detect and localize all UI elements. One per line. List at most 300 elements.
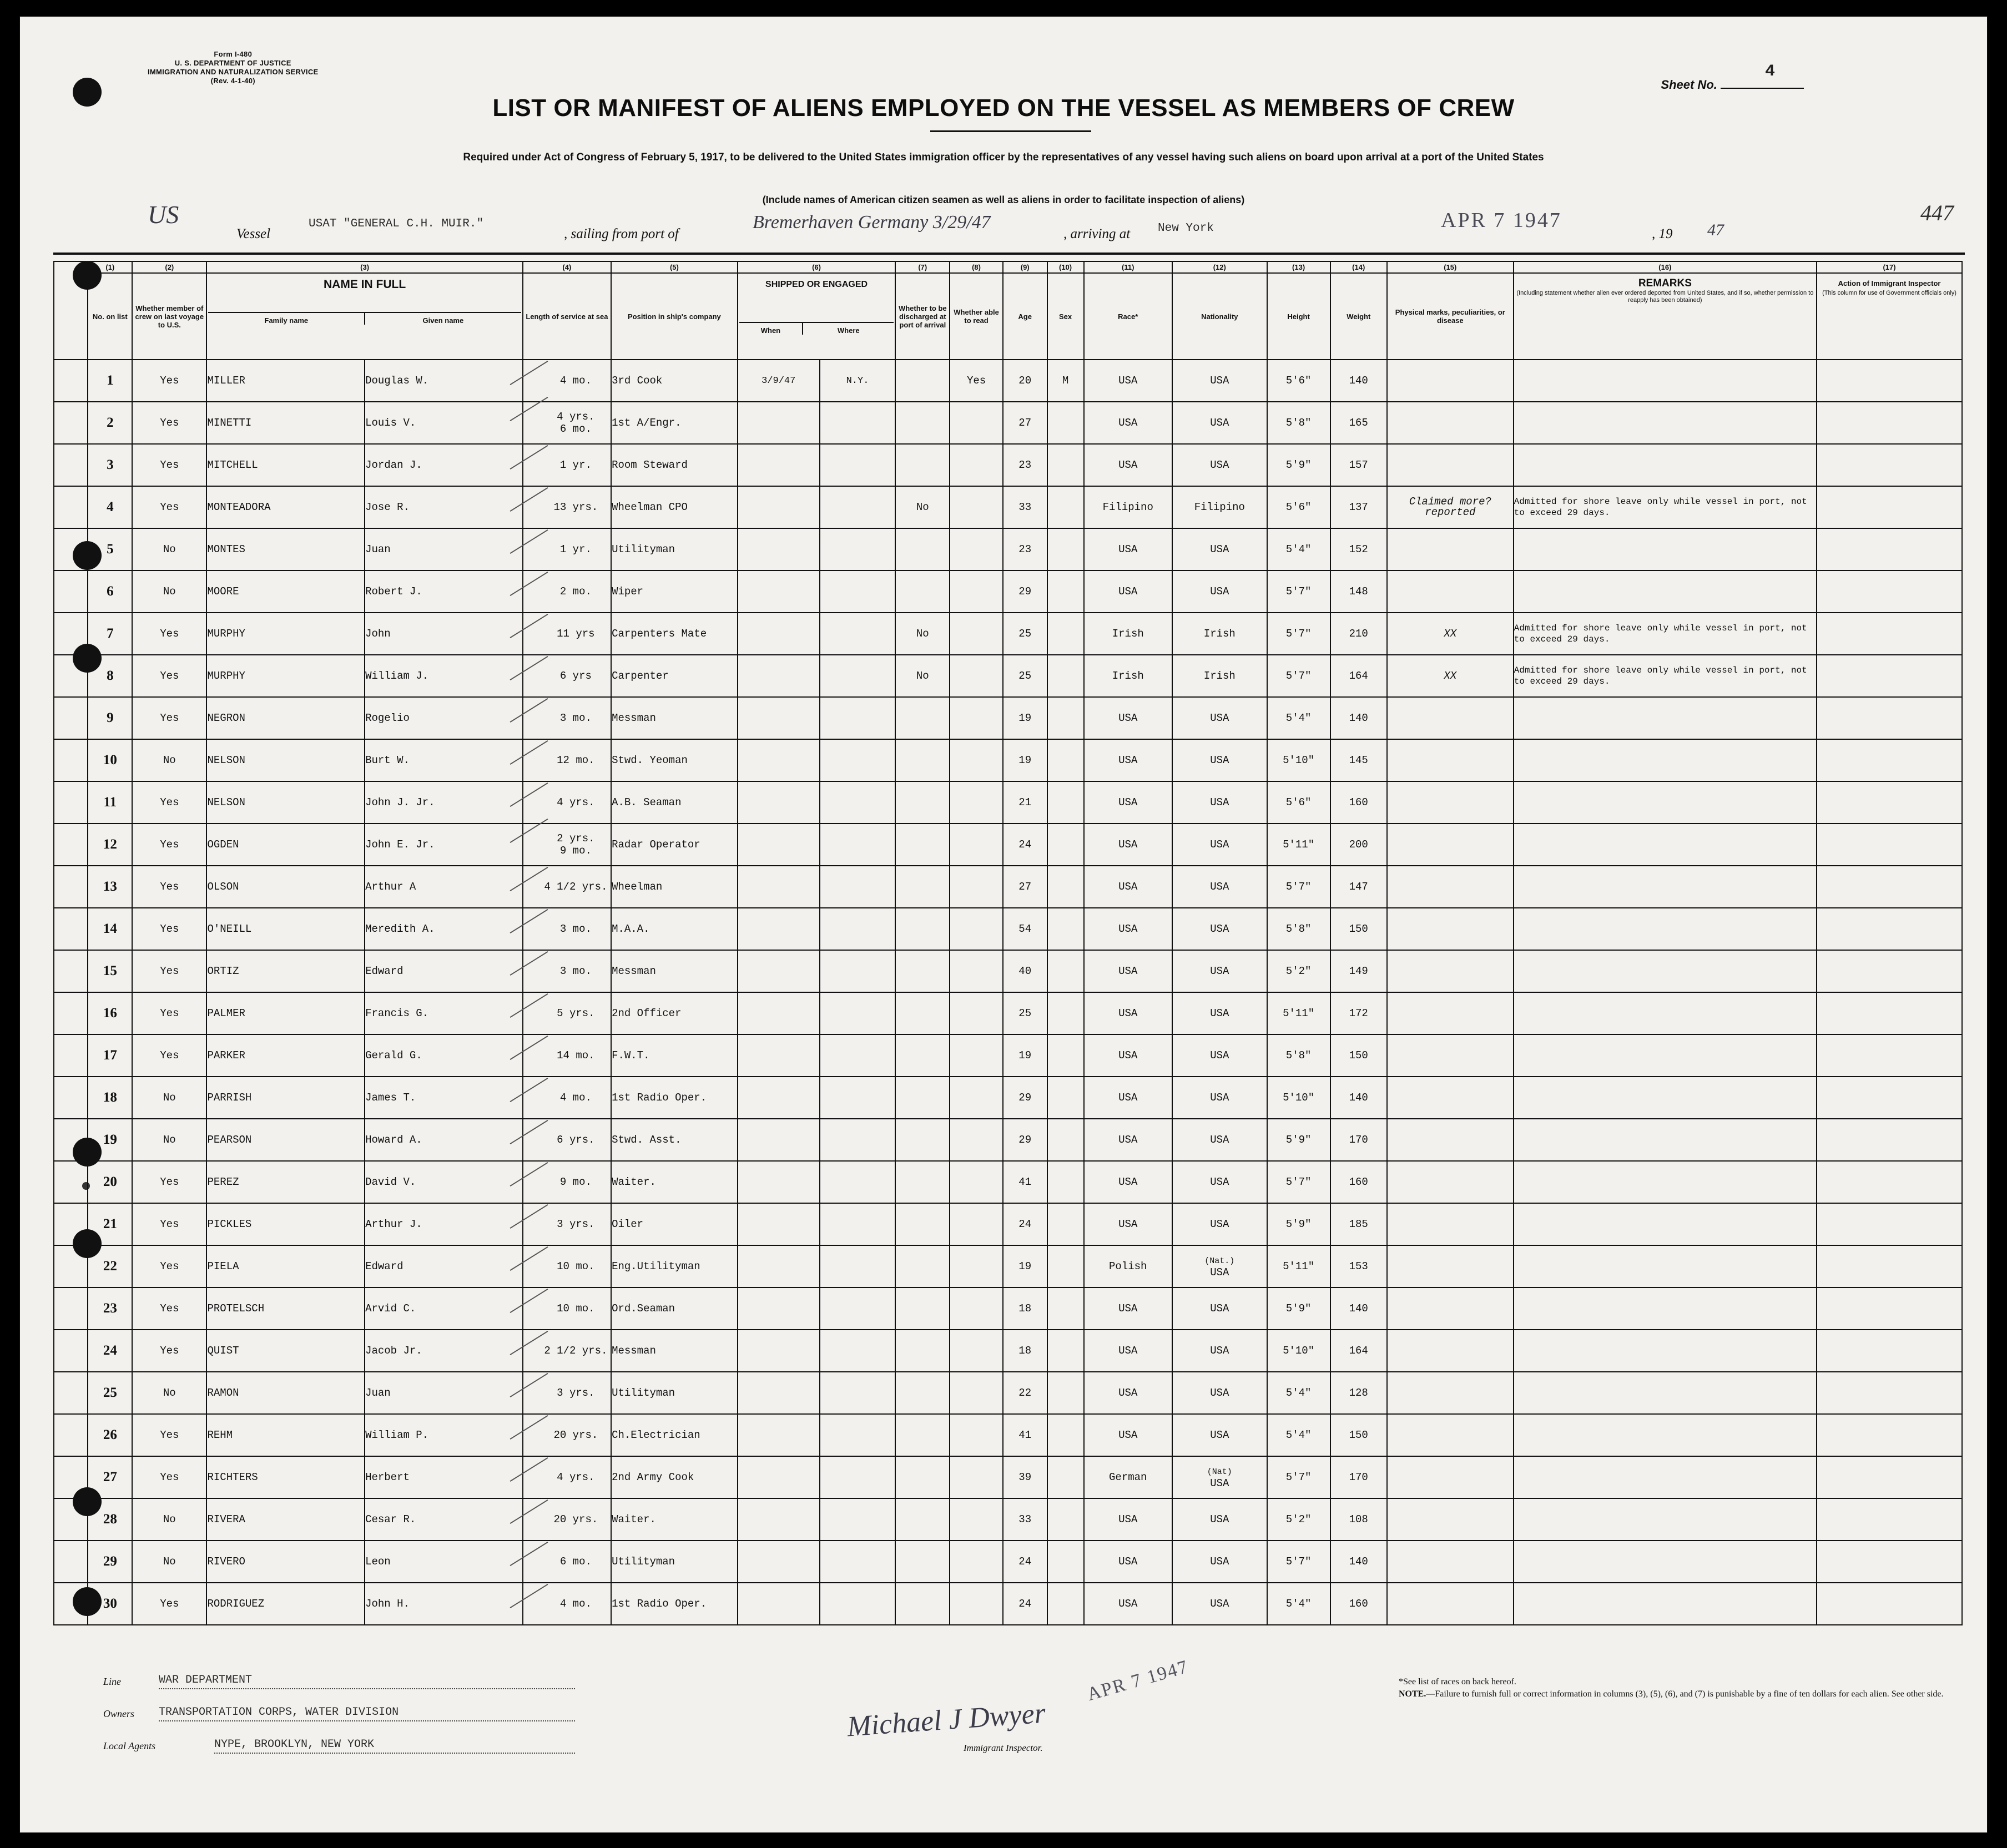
cell-family: QUIST bbox=[206, 1330, 365, 1372]
cell-inspector-action bbox=[1817, 1077, 1962, 1119]
cell-row-number: 13 bbox=[88, 866, 132, 908]
cell-position: F.W.T. bbox=[611, 1034, 738, 1077]
col-head-race: Race* bbox=[1084, 273, 1172, 360]
cell-row-number: 14 bbox=[88, 908, 132, 950]
cell-when bbox=[738, 655, 820, 697]
cell-nat: USA bbox=[1172, 1287, 1267, 1330]
cell-when bbox=[738, 444, 820, 486]
cell-read bbox=[950, 908, 1003, 950]
cell-weight: 157 bbox=[1330, 444, 1387, 486]
cell-inspector-action bbox=[1817, 1541, 1962, 1583]
cell-crew: Yes bbox=[132, 1287, 206, 1330]
table-row[interactable] bbox=[54, 697, 1962, 739]
cell-family: OGDEN bbox=[206, 824, 365, 866]
cell-age: 22 bbox=[1003, 1372, 1047, 1414]
inspector-signature-label: Immigrant Inspector. bbox=[964, 1743, 1043, 1753]
cell-weight: 149 bbox=[1330, 950, 1387, 992]
row-spacer bbox=[54, 992, 88, 1034]
col-head-position: Position in ship's company bbox=[611, 273, 738, 360]
row-spacer bbox=[54, 1077, 88, 1119]
cell-sex bbox=[1047, 1245, 1084, 1287]
col-num-12: (12) bbox=[1172, 261, 1267, 273]
cell-read bbox=[950, 950, 1003, 992]
col-head-discharged: Whether to be discharged at port of arrival bbox=[895, 273, 950, 360]
cell-family: RIVERA bbox=[206, 1498, 365, 1541]
cell-race: USA bbox=[1084, 570, 1172, 613]
cell-given: Juan bbox=[365, 1372, 523, 1414]
cell-where bbox=[820, 486, 896, 528]
cell-position: Waiter. bbox=[611, 1498, 738, 1541]
cell-height: 5'7" bbox=[1267, 1161, 1330, 1203]
vessel-label: Vessel bbox=[236, 226, 271, 241]
cell-inspector-action bbox=[1817, 570, 1962, 613]
cell-sex bbox=[1047, 1456, 1084, 1498]
cell-family: RAMON bbox=[206, 1372, 365, 1414]
cell-marks: XX bbox=[1387, 613, 1514, 655]
cell-where bbox=[820, 528, 896, 570]
col-num-8: (8) bbox=[950, 261, 1003, 273]
cell-marks bbox=[1387, 1119, 1514, 1161]
row-spacer bbox=[54, 1034, 88, 1077]
note-text: —Failure to furnish full or correct information in columns (3), (5), (6), and (7) is punishable by a fine of ten dollars for each alien. See other side. bbox=[1426, 1689, 1944, 1699]
cell-crew: No bbox=[132, 1077, 206, 1119]
cell-height: 5'2" bbox=[1267, 1498, 1330, 1541]
cell-weight: 145 bbox=[1330, 739, 1387, 781]
cell-when bbox=[738, 1498, 820, 1541]
cell-row-number: 25 bbox=[88, 1372, 132, 1414]
cell-disch bbox=[895, 1245, 950, 1287]
cell-read bbox=[950, 992, 1003, 1034]
cell-given: James T. bbox=[365, 1077, 523, 1119]
cell-family: MOORE bbox=[206, 570, 365, 613]
cell-service: 9 mo. bbox=[523, 1161, 611, 1203]
table-row[interactable] bbox=[54, 908, 1962, 950]
col-head-weight: Weight bbox=[1330, 273, 1387, 360]
date-label: , 19 bbox=[1652, 226, 1673, 241]
cell-nat: Filipino bbox=[1172, 486, 1267, 528]
row-spacer bbox=[54, 950, 88, 992]
cell-weight: 137 bbox=[1330, 486, 1387, 528]
cell-service: 20 yrs. bbox=[523, 1498, 611, 1541]
cell-read bbox=[950, 1583, 1003, 1625]
col-head-age: Age bbox=[1003, 273, 1047, 360]
col-num-10: (10) bbox=[1047, 261, 1084, 273]
cell-marks bbox=[1387, 908, 1514, 950]
row-spacer bbox=[54, 1414, 88, 1456]
col-num-1: (1) bbox=[88, 261, 132, 273]
cell-weight: 150 bbox=[1330, 1034, 1387, 1077]
cell-age: 27 bbox=[1003, 866, 1047, 908]
cell-crew: Yes bbox=[132, 613, 206, 655]
cell-read bbox=[950, 528, 1003, 570]
cell-read bbox=[950, 1119, 1003, 1161]
cell-age: 24 bbox=[1003, 1583, 1047, 1625]
cell-when bbox=[738, 1287, 820, 1330]
cell-disch: No bbox=[895, 486, 950, 528]
row-spacer bbox=[54, 1287, 88, 1330]
cell-race: German bbox=[1084, 1456, 1172, 1498]
cell-where bbox=[820, 1414, 896, 1456]
cell-disch bbox=[895, 402, 950, 444]
cell-height: 5'7" bbox=[1267, 613, 1330, 655]
cell-service: 5 yrs. bbox=[523, 992, 611, 1034]
cell-service: 13 yrs. bbox=[523, 486, 611, 528]
cell-race: USA bbox=[1084, 1583, 1172, 1625]
cell-when bbox=[738, 1077, 820, 1119]
include-names-text: (Include names of American citizen seamen as well as aliens in order to facilitate inspection of aliens) bbox=[762, 194, 1245, 205]
cell-read bbox=[950, 655, 1003, 697]
cell-where bbox=[820, 1287, 896, 1330]
cell-remarks bbox=[1514, 739, 1817, 781]
table-row[interactable] bbox=[54, 486, 1962, 528]
cell-row-number: 28 bbox=[88, 1498, 132, 1541]
cell-row-number: 29 bbox=[88, 1541, 132, 1583]
cell-height: 5'6" bbox=[1267, 486, 1330, 528]
cell-position: Wiper bbox=[611, 570, 738, 613]
cell-read bbox=[950, 1077, 1003, 1119]
table-row[interactable] bbox=[54, 739, 1962, 781]
table-row[interactable] bbox=[54, 866, 1962, 908]
table-row[interactable] bbox=[54, 360, 1962, 402]
table-row[interactable] bbox=[54, 1034, 1962, 1077]
cell-crew: No bbox=[132, 570, 206, 613]
cell-remarks bbox=[1514, 1583, 1817, 1625]
table-row[interactable] bbox=[54, 613, 1962, 655]
cell-nat: USA bbox=[1172, 739, 1267, 781]
table-row[interactable] bbox=[54, 444, 1962, 486]
table-row[interactable] bbox=[54, 824, 1962, 866]
cell-inspector-action bbox=[1817, 1245, 1962, 1287]
cell-crew: Yes bbox=[132, 360, 206, 402]
cell-weight: 108 bbox=[1330, 1498, 1387, 1541]
cell-family: PIELA bbox=[206, 1245, 365, 1287]
cell-family: MONTES bbox=[206, 528, 365, 570]
cell-when: 3/9/47 bbox=[738, 360, 820, 402]
cell-race: USA bbox=[1084, 1541, 1172, 1583]
col-num-16: (16) bbox=[1514, 261, 1817, 273]
cell-given: John J. Jr. bbox=[365, 781, 523, 824]
cell-height: 5'2" bbox=[1267, 950, 1330, 992]
table-row[interactable] bbox=[54, 1119, 1962, 1161]
cell-service: 4 mo. bbox=[523, 1077, 611, 1119]
cell-given: Louis V. bbox=[365, 402, 523, 444]
cell-read bbox=[950, 1372, 1003, 1414]
cell-marks bbox=[1387, 444, 1514, 486]
table-row[interactable] bbox=[54, 1161, 1962, 1203]
vessel-value: USAT "GENERAL C.H. MUIR." bbox=[309, 218, 484, 230]
cell-row-number: 9 bbox=[88, 697, 132, 739]
cell-sex bbox=[1047, 1414, 1084, 1456]
cell-height: 5'8" bbox=[1267, 908, 1330, 950]
cell-read bbox=[950, 486, 1003, 528]
cell-weight: 140 bbox=[1330, 360, 1387, 402]
cell-given: Gerald G. bbox=[365, 1034, 523, 1077]
cell-family: PEREZ bbox=[206, 1161, 365, 1203]
table-row[interactable] bbox=[54, 1414, 1962, 1456]
cell-crew: Yes bbox=[132, 781, 206, 824]
cell-nat: USA bbox=[1172, 360, 1267, 402]
cell-sex bbox=[1047, 402, 1084, 444]
cell-marks bbox=[1387, 1583, 1514, 1625]
cell-given: Arthur A bbox=[365, 866, 523, 908]
cell-remarks bbox=[1514, 697, 1817, 739]
cell-when bbox=[738, 402, 820, 444]
cell-age: 29 bbox=[1003, 570, 1047, 613]
cell-height: 5'6" bbox=[1267, 360, 1330, 402]
cell-crew: Yes bbox=[132, 1161, 206, 1203]
cell-crew: No bbox=[132, 1372, 206, 1414]
cell-service: 6 yrs. bbox=[523, 1119, 611, 1161]
cell-remarks bbox=[1514, 444, 1817, 486]
cell-sex bbox=[1047, 781, 1084, 824]
cell-nat: USA bbox=[1172, 1119, 1267, 1161]
cell-read bbox=[950, 1203, 1003, 1245]
cell-position: M.A.A. bbox=[611, 908, 738, 950]
cell-family: PICKLES bbox=[206, 1203, 365, 1245]
cell-disch bbox=[895, 950, 950, 992]
cell-race: USA bbox=[1084, 1203, 1172, 1245]
row-spacer bbox=[54, 908, 88, 950]
cell-race: USA bbox=[1084, 824, 1172, 866]
table-row[interactable] bbox=[54, 992, 1962, 1034]
col-head-inspector-action: Action of Immigrant Inspector bbox=[1838, 279, 1941, 287]
cell-remarks bbox=[1514, 402, 1817, 444]
cell-given: John bbox=[365, 613, 523, 655]
cell-weight: 153 bbox=[1330, 1245, 1387, 1287]
table-row[interactable] bbox=[54, 1287, 1962, 1330]
cell-position: 1st Radio Oper. bbox=[611, 1583, 738, 1625]
cell-family: RODRIGUEZ bbox=[206, 1583, 365, 1625]
cell-position: Utilityman bbox=[611, 1372, 738, 1414]
table-row[interactable] bbox=[54, 1245, 1962, 1287]
table-row[interactable] bbox=[54, 781, 1962, 824]
cell-age: 33 bbox=[1003, 486, 1047, 528]
col-num-4: (4) bbox=[523, 261, 611, 273]
cell-nat: USA bbox=[1172, 1077, 1267, 1119]
cell-when bbox=[738, 824, 820, 866]
cell-read bbox=[950, 570, 1003, 613]
cell-weight: 170 bbox=[1330, 1119, 1387, 1161]
table-row[interactable] bbox=[54, 1583, 1962, 1625]
cell-disch bbox=[895, 697, 950, 739]
cell-marks bbox=[1387, 1372, 1514, 1414]
table-row[interactable] bbox=[54, 528, 1962, 570]
cell-read bbox=[950, 402, 1003, 444]
cell-family: REHM bbox=[206, 1414, 365, 1456]
cell-inspector-action bbox=[1817, 1583, 1962, 1625]
cell-nat: (Nat) USA bbox=[1172, 1456, 1267, 1498]
cell-where bbox=[820, 570, 896, 613]
cell-service: 10 mo. bbox=[523, 1287, 611, 1330]
cell-age: 24 bbox=[1003, 1541, 1047, 1583]
cell-where bbox=[820, 824, 896, 866]
header-divider bbox=[53, 253, 1965, 255]
cell-inspector-action bbox=[1817, 781, 1962, 824]
footer-date-stamp: APR 7 1947 bbox=[1085, 1656, 1191, 1705]
cell-age: 19 bbox=[1003, 739, 1047, 781]
cell-height: 5'10" bbox=[1267, 1330, 1330, 1372]
sheet-number-value: 4 bbox=[1764, 62, 1775, 81]
cell-position: Room Steward bbox=[611, 444, 738, 486]
cell-weight: 160 bbox=[1330, 781, 1387, 824]
cell-disch bbox=[895, 444, 950, 486]
table-row[interactable] bbox=[54, 950, 1962, 992]
cell-sex bbox=[1047, 1330, 1084, 1372]
cell-family: MITCHELL bbox=[206, 444, 365, 486]
cell-sex bbox=[1047, 1583, 1084, 1625]
cell-sex bbox=[1047, 1077, 1084, 1119]
cell-weight: 147 bbox=[1330, 866, 1387, 908]
inspector-signature: Michael J Dwyer bbox=[846, 1697, 1047, 1743]
cell-weight: 140 bbox=[1330, 1077, 1387, 1119]
cell-remarks bbox=[1514, 824, 1817, 866]
table-row[interactable] bbox=[54, 1203, 1962, 1245]
row-spacer bbox=[54, 697, 88, 739]
cell-inspector-action bbox=[1817, 992, 1962, 1034]
cell-disch bbox=[895, 992, 950, 1034]
cell-age: 25 bbox=[1003, 992, 1047, 1034]
cell-sex bbox=[1047, 1119, 1084, 1161]
table-header-titles bbox=[54, 273, 1962, 360]
cell-marks bbox=[1387, 866, 1514, 908]
cell-service: 12 mo. bbox=[523, 739, 611, 781]
cell-age: 19 bbox=[1003, 1034, 1047, 1077]
cell-race: USA bbox=[1084, 1372, 1172, 1414]
table-row[interactable] bbox=[54, 655, 1962, 697]
cell-marks bbox=[1387, 360, 1514, 402]
cell-service: 3 yrs. bbox=[523, 1203, 611, 1245]
cell-family: MINETTI bbox=[206, 402, 365, 444]
cell-age: 39 bbox=[1003, 1456, 1047, 1498]
cell-height: 5'11" bbox=[1267, 824, 1330, 866]
cell-where bbox=[820, 1034, 896, 1077]
cell-disch bbox=[895, 908, 950, 950]
row-spacer bbox=[54, 1456, 88, 1498]
cell-row-number: 20 bbox=[88, 1161, 132, 1203]
cell-weight: 140 bbox=[1330, 697, 1387, 739]
cell-race: USA bbox=[1084, 1034, 1172, 1077]
cell-crew: No bbox=[132, 1119, 206, 1161]
form-identification bbox=[148, 50, 319, 85]
cell-height: 5'7" bbox=[1267, 1541, 1330, 1583]
col-head-physical-marks: Physical marks, peculiarities, or disease bbox=[1387, 273, 1514, 360]
cell-crew: Yes bbox=[132, 1414, 206, 1456]
col-head-where: Where bbox=[837, 326, 860, 335]
cell-row-number: 7 bbox=[88, 613, 132, 655]
cell-when bbox=[738, 1119, 820, 1161]
table-header-numbers bbox=[54, 261, 1962, 273]
table-row[interactable] bbox=[54, 1330, 1962, 1372]
cell-crew: Yes bbox=[132, 1456, 206, 1498]
cell-height: 5'9" bbox=[1267, 1287, 1330, 1330]
cell-when bbox=[738, 697, 820, 739]
cell-row-number: 30 bbox=[88, 1583, 132, 1625]
cell-nat: USA bbox=[1172, 528, 1267, 570]
cell-when bbox=[738, 1583, 820, 1625]
cell-service: 3 yrs. bbox=[523, 1372, 611, 1414]
table-row[interactable] bbox=[54, 1498, 1962, 1541]
form-revision: (Rev. 4-1-40) bbox=[210, 77, 255, 85]
cell-crew: Yes bbox=[132, 1245, 206, 1287]
cell-given: Leon bbox=[365, 1541, 523, 1583]
cell-weight: 172 bbox=[1330, 992, 1387, 1034]
cell-given: Jacob Jr. bbox=[365, 1330, 523, 1372]
table-row[interactable] bbox=[54, 402, 1962, 444]
cell-race: Filipino bbox=[1084, 486, 1172, 528]
cell-remarks bbox=[1514, 528, 1817, 570]
cell-given: Francis G. bbox=[365, 992, 523, 1034]
cell-position: Messman bbox=[611, 1330, 738, 1372]
cell-read bbox=[950, 1034, 1003, 1077]
cell-when bbox=[738, 950, 820, 992]
cell-sex bbox=[1047, 1287, 1084, 1330]
row-spacer bbox=[54, 781, 88, 824]
row-spacer bbox=[54, 824, 88, 866]
table-row[interactable] bbox=[54, 1541, 1962, 1583]
cell-where bbox=[820, 402, 896, 444]
row-spacer bbox=[54, 528, 88, 570]
cell-weight: 210 bbox=[1330, 613, 1387, 655]
line-rule bbox=[159, 1688, 575, 1689]
cell-age: 18 bbox=[1003, 1330, 1047, 1372]
col-head-height: Height bbox=[1267, 273, 1330, 360]
cell-race: USA bbox=[1084, 739, 1172, 781]
cell-family: MONTEADORA bbox=[206, 486, 365, 528]
cell-marks bbox=[1387, 1414, 1514, 1456]
cell-crew: Yes bbox=[132, 444, 206, 486]
cell-weight: 140 bbox=[1330, 1541, 1387, 1583]
cell-disch bbox=[895, 1372, 950, 1414]
cell-row-number: 6 bbox=[88, 570, 132, 613]
cell-family: NELSON bbox=[206, 781, 365, 824]
cell-marks: XX bbox=[1387, 655, 1514, 697]
cell-where bbox=[820, 1583, 896, 1625]
cell-inspector-action bbox=[1817, 1034, 1962, 1077]
cell-service: 6 mo. bbox=[523, 1541, 611, 1583]
cell-given: Herbert bbox=[365, 1456, 523, 1498]
cell-nat: USA bbox=[1172, 908, 1267, 950]
cell-service: 4 yrs. 6 mo. bbox=[523, 402, 611, 444]
cell-given: Howard A. bbox=[365, 1119, 523, 1161]
col-head-remarks: REMARKS bbox=[1638, 277, 1692, 289]
cell-disch bbox=[895, 1541, 950, 1583]
cell-position: 3rd Cook bbox=[611, 360, 738, 402]
cell-when bbox=[738, 781, 820, 824]
cell-height: 5'11" bbox=[1267, 992, 1330, 1034]
arrival-date-stamp: APR 7 1947 bbox=[1441, 209, 1562, 232]
cell-remarks: Admitted for shore leave only while vessel in port, not to exceed 29 days. bbox=[1514, 655, 1817, 697]
cell-when bbox=[738, 992, 820, 1034]
cell-row-number: 3 bbox=[88, 444, 132, 486]
cell-given: William P. bbox=[365, 1414, 523, 1456]
table-row[interactable] bbox=[54, 570, 1962, 613]
col-num-11: (11) bbox=[1084, 261, 1172, 273]
table-row[interactable] bbox=[54, 1077, 1962, 1119]
table-row[interactable] bbox=[54, 1372, 1962, 1414]
table-row[interactable] bbox=[54, 1456, 1962, 1498]
form-department: U. S. DEPARTMENT OF JUSTICE bbox=[174, 59, 291, 67]
cell-marks bbox=[1387, 402, 1514, 444]
cell-weight: 170 bbox=[1330, 1456, 1387, 1498]
cell-position: Utilityman bbox=[611, 1541, 738, 1583]
cell-given: Robert J. bbox=[365, 570, 523, 613]
cell-disch bbox=[895, 1583, 950, 1625]
cell-disch bbox=[895, 1330, 950, 1372]
crew-manifest-table bbox=[53, 261, 1963, 1625]
col-num-9: (9) bbox=[1003, 261, 1047, 273]
cell-marks bbox=[1387, 1203, 1514, 1245]
cell-where bbox=[820, 739, 896, 781]
